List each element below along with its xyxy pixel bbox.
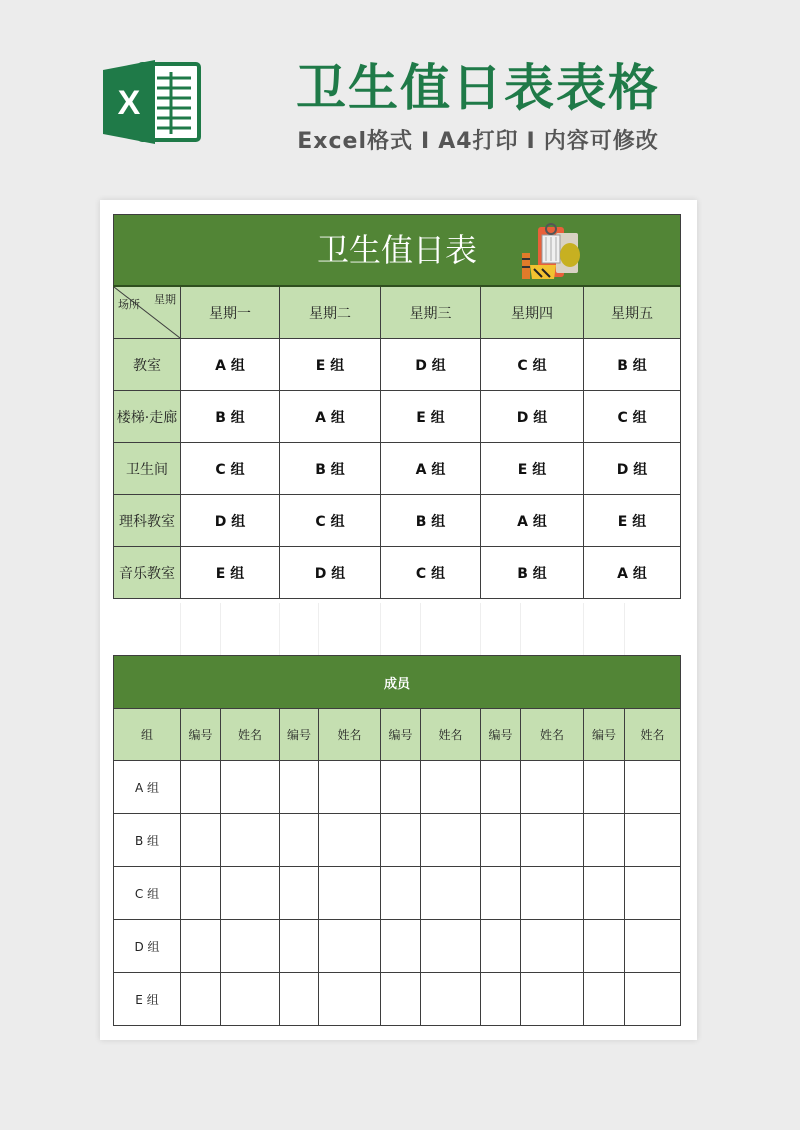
member-cell[interactable] xyxy=(181,920,221,973)
member-cell[interactable] xyxy=(381,920,421,973)
member-cell[interactable] xyxy=(421,761,481,814)
member-cell[interactable] xyxy=(181,973,221,1026)
member-cell[interactable] xyxy=(481,867,521,920)
number-header: 编号 xyxy=(280,709,319,761)
spacer-gridlines xyxy=(113,603,680,655)
group-header: 组 xyxy=(114,709,181,761)
page-header xyxy=(0,0,800,200)
page-subtitle xyxy=(228,124,728,160)
member-cell[interactable] xyxy=(625,814,681,867)
duty-group-cell: B 组 xyxy=(584,339,681,391)
duty-group-cell: A 组 xyxy=(280,391,381,443)
member-cell[interactable] xyxy=(584,814,625,867)
name-header: 姓名 xyxy=(625,709,681,761)
duty-group-cell: C 组 xyxy=(181,443,280,495)
member-cell[interactable] xyxy=(280,814,319,867)
place-cell: 卫生间 xyxy=(114,443,181,495)
corner-cell xyxy=(114,286,181,339)
duty-group-cell: C 组 xyxy=(584,391,681,443)
subtitle-editable: 内容可修改 xyxy=(543,129,659,154)
duty-row xyxy=(114,391,681,443)
subtitle-format: Excel格式 xyxy=(297,129,413,154)
member-cell[interactable] xyxy=(521,867,584,920)
day-header: 星期一 xyxy=(181,286,280,339)
member-group-label: D 组 xyxy=(114,920,181,973)
members-table-title: 成员 xyxy=(114,656,681,709)
member-cell[interactable] xyxy=(381,761,421,814)
cleaning-tools-icon xyxy=(516,219,588,285)
duty-row xyxy=(114,547,681,599)
duty-row xyxy=(114,443,681,495)
duty-group-cell: C 组 xyxy=(481,339,584,391)
duty-group-cell: B 组 xyxy=(481,547,584,599)
duty-group-cell: D 组 xyxy=(181,495,280,547)
duty-group-cell: A 组 xyxy=(181,339,280,391)
member-group-label: E 组 xyxy=(114,973,181,1026)
place-cell: 理科教室 xyxy=(114,495,181,547)
member-cell[interactable] xyxy=(421,867,481,920)
member-cell[interactable] xyxy=(181,814,221,867)
member-row xyxy=(114,920,681,973)
member-row xyxy=(114,973,681,1026)
day-header: 星期二 xyxy=(280,286,381,339)
duty-group-cell: E 组 xyxy=(381,391,481,443)
member-cell[interactable] xyxy=(625,920,681,973)
member-cell[interactable] xyxy=(521,920,584,973)
member-cell[interactable] xyxy=(280,973,319,1026)
member-cell[interactable] xyxy=(319,973,381,1026)
member-cell[interactable] xyxy=(584,920,625,973)
member-cell[interactable] xyxy=(381,973,421,1026)
member-cell[interactable] xyxy=(584,761,625,814)
duty-row xyxy=(114,339,681,391)
duty-group-cell: A 组 xyxy=(381,443,481,495)
member-row xyxy=(114,867,681,920)
duty-table xyxy=(113,214,681,599)
duty-table-title: 卫生值日表 xyxy=(317,231,478,269)
member-row xyxy=(114,761,681,814)
duty-group-cell: E 组 xyxy=(584,495,681,547)
member-group-label: B 组 xyxy=(114,814,181,867)
member-group-label: A 组 xyxy=(114,761,181,814)
duty-row xyxy=(114,495,681,547)
duty-group-cell: C 组 xyxy=(280,495,381,547)
page-title: 卫生值日表表格 xyxy=(296,59,660,117)
member-row xyxy=(114,814,681,867)
member-cell[interactable] xyxy=(381,867,421,920)
member-cell[interactable] xyxy=(280,920,319,973)
corner-label-place: 场所 xyxy=(118,298,140,311)
member-cell[interactable] xyxy=(421,973,481,1026)
excel-logo-icon xyxy=(101,56,205,148)
duty-group-cell: A 组 xyxy=(481,495,584,547)
duty-group-cell: D 组 xyxy=(280,547,381,599)
member-group-label: C 组 xyxy=(114,867,181,920)
member-cell[interactable] xyxy=(625,973,681,1026)
document-sheet xyxy=(100,200,697,1040)
duty-group-cell: E 组 xyxy=(481,443,584,495)
duty-group-cell: A 组 xyxy=(584,547,681,599)
member-cell[interactable] xyxy=(221,920,280,973)
member-cell[interactable] xyxy=(481,814,521,867)
duty-group-cell: C 组 xyxy=(381,547,481,599)
member-cell[interactable] xyxy=(381,814,421,867)
subtitle-separator: I xyxy=(526,129,536,154)
corner-label-weekday: 星期 xyxy=(154,293,176,306)
members-table xyxy=(113,655,681,1026)
excel-logo-letter: X xyxy=(117,84,141,122)
duty-group-cell: D 组 xyxy=(584,443,681,495)
number-header: 编号 xyxy=(381,709,421,761)
duty-group-cell: E 组 xyxy=(280,339,381,391)
day-header: 星期四 xyxy=(481,286,584,339)
duty-group-cell: B 组 xyxy=(381,495,481,547)
name-header: 姓名 xyxy=(421,709,481,761)
number-header: 编号 xyxy=(181,709,221,761)
duty-group-cell: B 组 xyxy=(181,391,280,443)
member-cell[interactable] xyxy=(625,761,681,814)
place-cell: 音乐教室 xyxy=(114,547,181,599)
place-cell: 楼梯·走廊 xyxy=(114,391,181,443)
member-cell[interactable] xyxy=(221,973,280,1026)
member-cell[interactable] xyxy=(521,761,584,814)
member-cell[interactable] xyxy=(181,761,221,814)
member-cell[interactable] xyxy=(421,920,481,973)
member-cell[interactable] xyxy=(221,867,280,920)
member-cell[interactable] xyxy=(584,973,625,1026)
member-cell[interactable] xyxy=(584,867,625,920)
member-cell[interactable] xyxy=(319,761,381,814)
duty-group-cell: E 组 xyxy=(181,547,280,599)
subtitle-separator: I xyxy=(421,129,431,154)
member-cell[interactable] xyxy=(481,973,521,1026)
member-cell[interactable] xyxy=(319,814,381,867)
duty-group-cell: D 组 xyxy=(381,339,481,391)
member-cell[interactable] xyxy=(625,867,681,920)
member-cell[interactable] xyxy=(319,867,381,920)
member-cell[interactable] xyxy=(521,973,584,1026)
subtitle-print: A4打印 xyxy=(438,129,519,154)
name-header: 姓名 xyxy=(221,709,280,761)
day-header: 星期五 xyxy=(584,286,681,339)
member-cell[interactable] xyxy=(481,920,521,973)
member-cell[interactable] xyxy=(280,867,319,920)
member-cell[interactable] xyxy=(221,814,280,867)
name-header: 姓名 xyxy=(319,709,381,761)
duty-group-cell: D 组 xyxy=(481,391,584,443)
number-header: 编号 xyxy=(584,709,625,761)
member-cell[interactable] xyxy=(421,814,481,867)
duty-table-title-cell xyxy=(114,215,681,287)
name-header: 姓名 xyxy=(521,709,584,761)
member-cell[interactable] xyxy=(221,761,280,814)
member-cell[interactable] xyxy=(280,761,319,814)
member-cell[interactable] xyxy=(481,761,521,814)
duty-group-cell: B 组 xyxy=(280,443,381,495)
member-cell[interactable] xyxy=(521,814,584,867)
member-cell[interactable] xyxy=(319,920,381,973)
member-cell[interactable] xyxy=(181,867,221,920)
number-header: 编号 xyxy=(481,709,521,761)
place-cell: 教室 xyxy=(114,339,181,391)
day-header: 星期三 xyxy=(381,286,481,339)
